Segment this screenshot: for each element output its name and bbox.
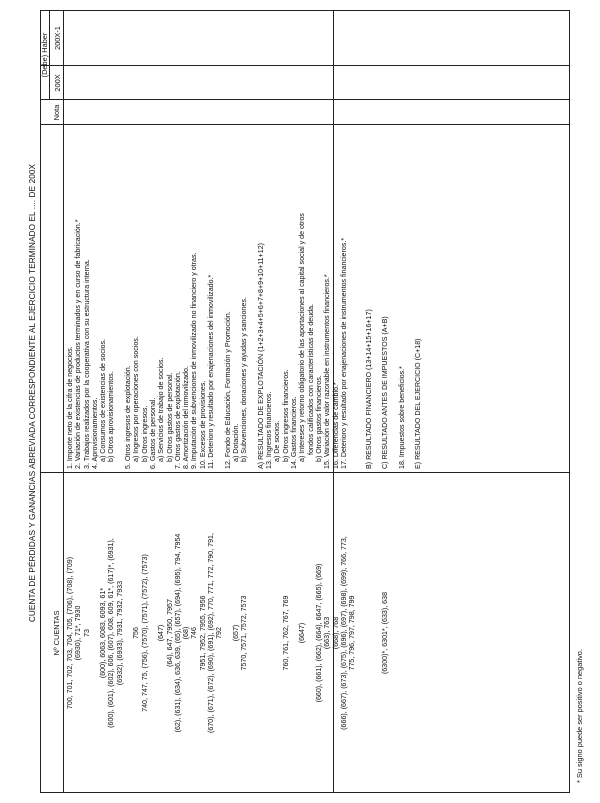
statement-line bbox=[356, 127, 364, 469]
account-line: (663), 763 bbox=[323, 616, 332, 650]
account-line bbox=[373, 475, 381, 791]
statement-line: 2. Variación de existencias de productos terminados y en curso de fabricación.* bbox=[74, 219, 83, 469]
previous-year-header: 200X-1 bbox=[53, 26, 62, 50]
statement-line: a) Consumos de existencias de socios. bbox=[99, 338, 108, 462]
statement-line: 11. Deterioro y resultado por enajenaciones del inmovilizado.* bbox=[207, 274, 216, 469]
account-line bbox=[224, 475, 232, 791]
account-line: 775, 796, 797, 798, 799 bbox=[348, 595, 357, 671]
statement-line: a) Servicios de trabajo de socios. bbox=[157, 357, 166, 462]
account-line bbox=[249, 475, 257, 791]
account-line bbox=[257, 475, 265, 791]
statement-line: B) RESULTADO FINANCIERO (13+14+15+16+17) bbox=[364, 309, 373, 469]
statement-line: b) Otros ingresos financieros. bbox=[281, 369, 290, 462]
statement-line: 6. Gastos de personal. bbox=[148, 397, 157, 469]
statement-line: b) Otros gastos de personal. bbox=[165, 372, 174, 462]
account-line: 756 bbox=[132, 627, 141, 639]
statement-line: 10. Excesos de provisiones. bbox=[198, 380, 207, 469]
statement-line: a) Intereses y retorno obligatorio de las aportaciones al capital social y de otros bbox=[298, 213, 307, 462]
account-line: (6932), (6933), 7931, 7932, 7933 bbox=[115, 580, 124, 686]
statement-line: 13. Ingresos financieros. bbox=[265, 391, 274, 469]
statement-line: a) De socios. bbox=[273, 420, 282, 462]
account-line bbox=[365, 475, 373, 791]
column-divider bbox=[40, 65, 570, 66]
statement-line: 16. Diferencias de cambio.* bbox=[331, 382, 340, 469]
statement-line: 5. Otros ingresos de explotación. bbox=[124, 365, 133, 469]
statement-line: 18. Impuestos sobre beneficios.* bbox=[397, 366, 406, 469]
items-column bbox=[66, 127, 423, 469]
account-line: 792 bbox=[215, 627, 224, 639]
account-line bbox=[149, 475, 157, 791]
account-line: (6300)*, 6301*, (633), 638 bbox=[381, 591, 390, 675]
statement-line: A) RESULTADO DE EXPLOTACIÓN (1+2+3+4+5+6+7+8+9+10+11+12) bbox=[256, 242, 265, 469]
accounts-header: Nº CUENTAS bbox=[52, 610, 61, 656]
account-line bbox=[290, 475, 298, 791]
account-line bbox=[307, 475, 315, 791]
footnote: * Su signo puede ser positivo o negativo. bbox=[575, 649, 584, 783]
account-line: (68) bbox=[182, 626, 191, 640]
account-line: 73 bbox=[82, 629, 91, 637]
account-line: (647) bbox=[157, 624, 166, 642]
statement-line bbox=[373, 127, 381, 469]
account-line: 746 bbox=[190, 627, 199, 639]
account-line: 7570, 7571, 7572, 7573 bbox=[240, 595, 249, 671]
account-line: 7951, 7952, 7955, 7956 bbox=[198, 595, 207, 671]
statement-line: 7. Otros gastos de explotación. bbox=[173, 371, 182, 469]
account-line: (6930), 71*, 7930 bbox=[74, 605, 83, 661]
account-line bbox=[273, 475, 281, 791]
column-divider bbox=[40, 99, 570, 100]
statement-line: fondos calificados con características de deuda. bbox=[306, 303, 315, 455]
account-line: 760, 761, 762, 767, 769 bbox=[281, 595, 290, 671]
statement-line bbox=[406, 127, 414, 469]
statement-line: 15. Variación de valor razonable en instrumentos financieros.* bbox=[323, 274, 332, 469]
account-line: (668), 768 bbox=[331, 616, 340, 650]
statement-line: 3. Trabajos realizados por la cooperativa con su estructura interna. bbox=[82, 259, 91, 469]
account-line bbox=[265, 475, 273, 791]
statement-line: 14. Gastos financieros. bbox=[290, 396, 299, 469]
account-line: (657) bbox=[231, 624, 240, 642]
statement-line bbox=[215, 127, 223, 469]
account-line bbox=[356, 475, 364, 791]
statement-line: E) RESULTADO DEL EJERCICIO (C+18) bbox=[414, 338, 423, 469]
document-title: CUENTA DE PÉRDIDAS Y GANANCIAS ABREVIADA CORRESPONDIENTE AL EJERCICIO TERMINADO EL .... DE 200X bbox=[28, 163, 37, 623]
account-line: (600), 6063, 6083, 6093, 61* bbox=[99, 587, 108, 679]
statement-line: 12. Fondo de Educación, Formación y Promoción. bbox=[223, 311, 232, 469]
account-line bbox=[91, 475, 99, 791]
account-line: (64), 647, 7950, 7957 bbox=[165, 599, 174, 667]
accounts-column bbox=[66, 475, 390, 791]
statement-line bbox=[249, 127, 257, 469]
statement-line: b) Subvenciones, donaciones y ayudas y sanciones. bbox=[240, 297, 249, 462]
debit-credit-header: (Debe) Haber bbox=[40, 32, 49, 78]
account-line: (670), (671), (672), (690), (691), (692), 770, 771, 772, 790, 791, bbox=[207, 533, 216, 733]
statement-line: 4. Aprovisionamientos. bbox=[90, 397, 99, 469]
current-year-header: 200X bbox=[53, 74, 62, 92]
header-rule bbox=[49, 10, 50, 100]
account-line: (62), (631), (634), 636, 639, (65), (657), (694), (695), 794, 7954 bbox=[173, 533, 182, 733]
statement-line: 8. Amortización del inmovilizado. bbox=[182, 366, 191, 469]
header-rule bbox=[63, 10, 64, 793]
statement-line bbox=[348, 127, 356, 469]
statement-line: a) Ingresos por operaciones con socios. bbox=[132, 336, 141, 462]
note-header: Nota bbox=[52, 104, 61, 121]
account-line: (6647) bbox=[298, 622, 307, 644]
statement-line: b) Otros ingresos. bbox=[140, 405, 149, 462]
statement-line: b) Otros aprovisionamientos. bbox=[107, 371, 116, 462]
statement-line: 9. Imputación de subvenciones de inmovilizado no financiero y otras. bbox=[190, 252, 199, 469]
account-line: (660), (661), (662), (664), 6647, (665), (669) bbox=[314, 563, 323, 703]
account-line: (666), (667), (673), (675), (696), (697), (698), (699), 766, 773, bbox=[339, 536, 348, 730]
account-line: 700, 701, 702, 703, 704, 705, (706), (708), (709) bbox=[66, 556, 74, 710]
account-line: (600), (601), (602), 606, (607), 608, 609, 61*, (617)*, (6931), bbox=[107, 538, 116, 728]
statement-line: 1. Importe neto de la cifra de negocios. bbox=[66, 346, 74, 469]
statement-line bbox=[390, 127, 398, 469]
statement-line bbox=[116, 127, 124, 469]
account-line bbox=[124, 475, 132, 791]
statement-line: 17. Deterioro y resultado por enajenaciones de instrumentos financieros.* bbox=[339, 237, 348, 469]
column-divider bbox=[40, 472, 570, 473]
column-divider bbox=[40, 124, 570, 125]
statement-line: b) Otros gastos financieros. bbox=[314, 375, 323, 462]
statement-line: a) Dotación. bbox=[231, 423, 240, 462]
statement-line: C) RESULTADO ANTES DE IMPUESTOS (A+B) bbox=[381, 316, 390, 469]
account-line: 740, 747, 75, (756), (7570), (7571), (7572), (7573) bbox=[140, 554, 149, 712]
